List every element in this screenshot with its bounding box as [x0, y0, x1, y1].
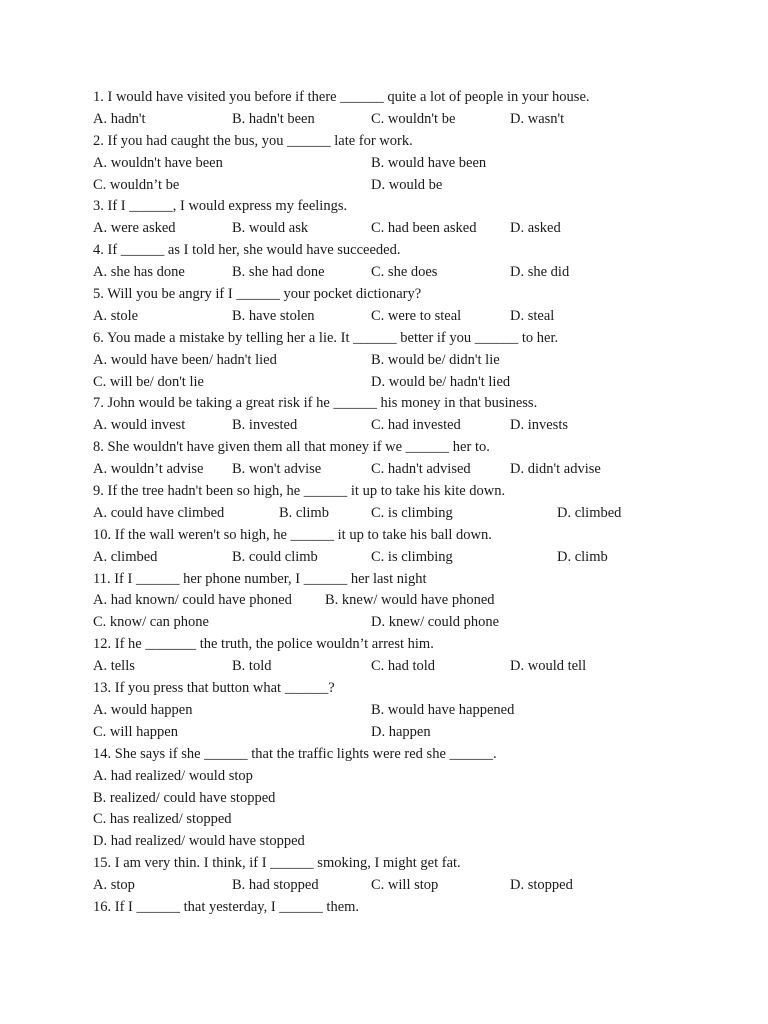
question-stem: 12. If he _______ the truth, the police wouldn’t arrest him. — [93, 636, 434, 653]
option-d: D. climb — [557, 548, 608, 565]
question-stem: 5. Will you be angry if I ______ your pocket dictionary? — [93, 286, 422, 303]
option-c: C. she does — [371, 264, 438, 281]
option-d: D. asked — [510, 220, 561, 237]
question-6 — [93, 328, 733, 350]
option-c: C. had been asked — [371, 220, 477, 237]
question-1 — [93, 87, 733, 109]
option-b: B. would have been — [371, 154, 487, 171]
question-stem: 4. If ______ as I told her, she would have succeeded. — [93, 242, 401, 259]
question-stem: 16. If I ______ that yesterday, I ______ them. — [93, 898, 360, 915]
question-stem: 1. I would have visited you before if there ______ quite a lot of people in your house. — [93, 89, 590, 105]
options-row — [93, 109, 733, 131]
option-c: C. will be/ don't lie — [93, 373, 204, 390]
options-row — [93, 372, 733, 394]
option-b: B. invested — [232, 417, 298, 434]
question-stem: 9. If the tree hadn't been so high, he ______ it up to take his kite down. — [93, 483, 506, 500]
option-c: C. had invested — [371, 417, 461, 434]
option-a: A. would happen — [93, 701, 193, 718]
option-a: A. would invest — [93, 417, 186, 434]
options-row — [93, 656, 733, 678]
option-b: B. knew/ would have phoned — [325, 592, 495, 609]
option-a: A. tells — [93, 658, 135, 675]
option-b: B. have stolen — [232, 307, 315, 324]
exercise-sheet — [93, 87, 733, 919]
question-2 — [93, 131, 733, 153]
option-a: A. stole — [93, 307, 139, 324]
option-c: C. will stop — [371, 877, 439, 894]
option-c: C. know/ can phone — [93, 614, 209, 631]
option-d: D. steal — [510, 307, 555, 324]
question-stem: 15. I am very thin. I think, if I ______ smoking, I might get fat. — [93, 855, 461, 872]
option-d: D. would tell — [510, 658, 587, 675]
option-d: D. had realized/ would have stopped — [93, 833, 305, 850]
option-b: B. told — [232, 658, 272, 675]
option-c: C. is climbing — [371, 504, 453, 521]
question-15 — [93, 853, 733, 875]
option-c: C. were to steal — [371, 307, 462, 324]
question-9 — [93, 481, 733, 503]
options-row — [93, 700, 733, 722]
options-row — [93, 153, 733, 175]
option-d: D. climbed — [557, 504, 622, 521]
option-a: A. had known/ could have phoned — [93, 592, 292, 609]
options-row — [93, 788, 733, 810]
options-row — [93, 831, 733, 853]
option-a: A. stop — [93, 877, 135, 894]
question-14 — [93, 744, 733, 766]
question-stem: 2. If you had caught the bus, you ______ late for work. — [93, 132, 413, 149]
options-row — [93, 809, 733, 831]
option-c: C. will happen — [93, 723, 178, 740]
options-row — [93, 262, 733, 284]
question-8 — [93, 437, 733, 459]
options-row — [93, 547, 733, 569]
option-a: A. could have climbed — [93, 504, 225, 521]
option-d: D. invests — [510, 417, 568, 434]
option-b: B. won't advise — [232, 461, 322, 478]
question-stem: 3. If I ______, I would express my feelings. — [93, 198, 348, 215]
question-stem: 11. If I ______ her phone number, I ______ her last night — [93, 570, 427, 587]
option-c: C. has realized/ stopped — [93, 811, 232, 828]
options-row — [93, 875, 733, 897]
options-row — [93, 590, 733, 612]
question-11 — [93, 569, 733, 591]
option-a: A. had realized/ would stop — [93, 767, 253, 784]
question-10 — [93, 525, 733, 547]
option-d: D. she did — [510, 264, 570, 281]
option-b: B. hadn't been — [232, 110, 315, 127]
question-stem: 6. You made a mistake by telling her a lie. It ______ better if you ______ to her. — [93, 329, 559, 346]
option-d: D. would be/ hadn't lied — [371, 373, 511, 390]
options-row — [93, 350, 733, 372]
option-c: C. had told — [371, 658, 436, 675]
option-b: B. she had done — [232, 264, 325, 281]
option-b: B. could climb — [232, 548, 318, 565]
question-stem: 14. She says if she ______ that the traffic lights were red she ______. — [93, 745, 497, 762]
option-d: D. knew/ could phone — [371, 614, 500, 631]
option-b: B. would be/ didn't lie — [371, 351, 500, 368]
options-row — [93, 612, 733, 634]
question-stem: 7. John would be taking a great risk if he ______ his money in that business. — [93, 395, 538, 412]
option-a: A. climbed — [93, 548, 158, 565]
option-b: B. climb — [279, 504, 329, 521]
option-c: C. wouldn’t be — [93, 176, 180, 193]
options-row — [93, 722, 733, 744]
option-b: B. realized/ could have stopped — [93, 789, 276, 806]
option-a: A. wouldn’t advise — [93, 461, 204, 478]
option-a: A. she has done — [93, 264, 185, 281]
option-a: A. wouldn't have been — [93, 154, 223, 171]
options-row — [93, 459, 733, 481]
question-stem: 10. If the wall weren't so high, he ______ it up to take his ball down. — [93, 526, 492, 543]
options-row — [93, 175, 733, 197]
option-c: C. is climbing — [371, 548, 453, 565]
option-d: D. would be — [371, 176, 443, 193]
option-c: C. wouldn't be — [371, 110, 456, 127]
question-4 — [93, 240, 733, 262]
question-3 — [93, 196, 733, 218]
options-row — [93, 503, 733, 525]
option-a: A. hadn't — [93, 110, 146, 127]
question-12 — [93, 634, 733, 656]
option-c: C. hadn't advised — [371, 461, 471, 478]
option-a: A. were asked — [93, 220, 176, 237]
options-row — [93, 766, 733, 788]
option-a: A. would have been/ hadn't lied — [93, 351, 277, 368]
question-7 — [93, 393, 733, 415]
option-d: D. wasn't — [510, 110, 565, 127]
question-13 — [93, 678, 733, 700]
option-d: D. didn't advise — [510, 461, 601, 478]
option-b: B. would ask — [232, 220, 309, 237]
option-d: D. stopped — [510, 877, 573, 894]
option-d: D. happen — [371, 723, 431, 740]
options-row — [93, 415, 733, 437]
question-stem: 13. If you press that button what ______? — [93, 680, 335, 697]
option-b: B. had stopped — [232, 877, 319, 894]
options-row — [93, 218, 733, 240]
question-16 — [93, 897, 733, 919]
question-stem: 8. She wouldn't have given them all that money if we ______ her to. — [93, 439, 490, 456]
question-5 — [93, 284, 733, 306]
option-b: B. would have happened — [371, 701, 515, 718]
options-row — [93, 306, 733, 328]
